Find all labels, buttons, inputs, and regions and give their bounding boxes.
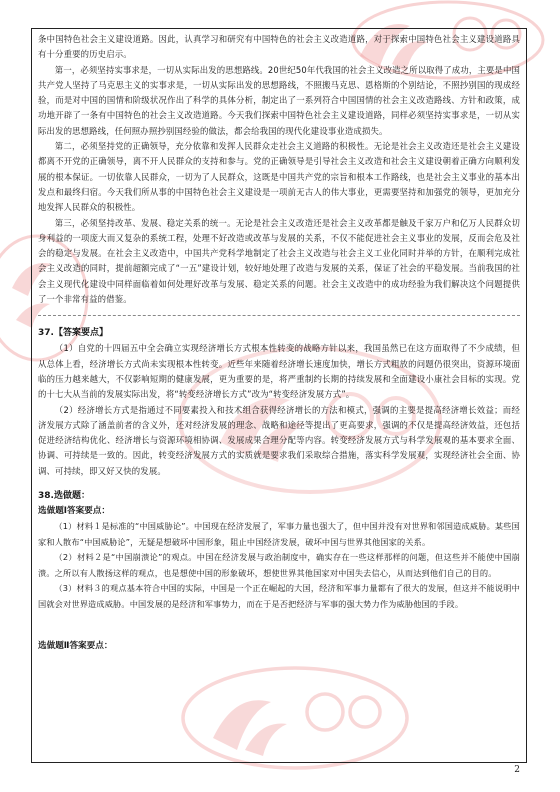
section-reform-lessons <box>38 32 520 307</box>
question-37-title: 37.【答案要点】 <box>38 328 108 339</box>
paragraph: （2）经济增长方式是指通过不同要素投入和技术组合获得经济增长的方法和模式，强调的主要是提高经济增长效益；而经济发展方式除了涵盖前者的含义外，还对经济发展的理念、战略和途径等提出了更高要求，强调的不仅是提高经济效益，还包括促进经济结构优化、经济增长与资源环境相协调、发展成果合理分配等内容。转变经济发展方式与科学发展观的基本要求全面、协调、可持续是一致的。因此，转变经济发展方式的实质就是要求我们采取综合措施，落实科学发展观，实现经济社会全面、协调、可持续，即又好又快的发展。 <box>38 404 520 476</box>
paragraph: 第一，必须坚持实事求是，一切从实际出发的思想路线。20世纪50年代我国的社会主义改造之所以取得了成功，主要是中国共产党人坚持了马克思主义的实事求是，一切从实际出发的思想路线，不照搬马克思、恩格斯的个别结论，不照抄别国的现成经验，而是对中国的国情和阶级状况作出了科学的具体分析，制定出了一系列符合中国国情的社会主义改造路线、方针和政策，成功地开辟了一条有中国特色的社会主义改造道路。今天我们探索中国特色社会主义建设道路，同样必须坚持实事求是，一切从实际出发的思想路线，任何照办照抄别国经验的做法，都会给我国的现代化建设事业造成损失。 <box>38 64 521 136</box>
question-38-title: 38.选做题： <box>38 491 90 502</box>
paragraph: 条中国特色社会主义建设道路。因此，认真学习和研究有中国特色的社会主义改造道路，对于探索中国特色社会主义建设道路具有十分重要的历史启示。 <box>38 34 520 60</box>
section-divider <box>38 315 520 316</box>
paragraph: 第二，必须坚持党的正确领导，充分依靠和发挥人民群众走社会主义道路的积极性。无论是社会主义改造还是社会主义建设都离不开党的正确领导，离不开人民群众的支持和参与。党的正确领导是引导社会主义改造和社会主义建设朝着正确方向顺利发展的根本保证。一切依靠人民群众，一切为了人民群众，这既是中国共产党的宗旨和根本工作路线，也是社会主义事业的基本出发点和最终归宿。今天我们所从事的中国特色社会主义建设是一项前无古人的伟大事业，更需要坚持和加强党的领导，更加充分地发挥人民群众的积极性。 <box>38 141 520 213</box>
paragraph: （2）材料２是“中国崩溃论”的观点。中国在经济发展与政治制度中，确实存在一些这样那样的问题，但这些并不能使中国崩溃。之所以有人散扬这样的观点，也是想使中国的形象破坏，想使世界其他国家对中国失去信心，从而达到他们自己的目的。 <box>38 552 520 578</box>
answer-content-frame <box>31 28 527 763</box>
page-number: 2 <box>514 765 520 775</box>
paragraph: 第三，必须坚持改革、发展、稳定关系的统一。无论是社会主义改造还是社会主义改革都是触及千家万户和亿万人民群众切身利益的一项庞大而又复杂的系统工程，处理不好改造或改革与发展的关系，不仅不能促进社会主义事业的发展，反而会危及社会的稳定与发展。在社会主义改造中，中国共产党科学地制定了社会主义改造与社会主义工业化同时并举的方针，在顺利完成社会主义改造的同时，提前超额完成了“一五”建设计划，较好地处理了改造与发展的关系，保证了社会的平稳发展。当前我国的社会主义现代化建设中同样面临着如何处理好改革与发展、稳定关系的问题。社会主义改造中的成功经验为我们解决这个问题提供了一个非常有益的借鉴。 <box>38 217 520 305</box>
question-38 <box>38 489 520 654</box>
question-37 <box>38 326 520 479</box>
paragraph: （1）材料１是标准的“中国威胁论”。中国现在经济发展了，军事力量也强大了，但中国并没有对世界和邻国造成威胁。某些国家和人散布“中国威胁论”，无疑是想破坏中国形象，阻止中国经济发展，破坏中国与世界其他国家的关系。 <box>38 521 520 547</box>
paragraph: （3）材料３的观点基本符合中国的实际，中国是一个正在崛起的大国，经济和军事力量都有了很大的发展，但这并不能说明中国就会对世界造成威胁。中国发展的是经济和军事势力，而在于是否把经济与军事的强大势力作为威胁他国的手段。 <box>38 583 520 609</box>
paragraph: （1）自党的十四届五中全会确立实现经济增长方式根本性转变的战略方针以来，我国虽然已在这方面取得了不少成绩，但从总体上看，经济增长方式尚未实现根本性转变。近些年来随着经济增长速度加快，增长方式粗放的问题仍很突出，资源环境面临的压力越来越大，不仅影响短期的健康发展，更为重要的是，将严重制约长期的持续发展和全面建设小康社会目标的实现。党的十七大从当前的发展实际出发，将“转变经济增长方式”改为“转变经济发展方式”。 <box>38 343 520 400</box>
optional-1-title: 选做题Ⅰ答案要点： <box>38 506 110 517</box>
optional-2-title: 选做题Ⅱ答案要点： <box>38 640 113 651</box>
